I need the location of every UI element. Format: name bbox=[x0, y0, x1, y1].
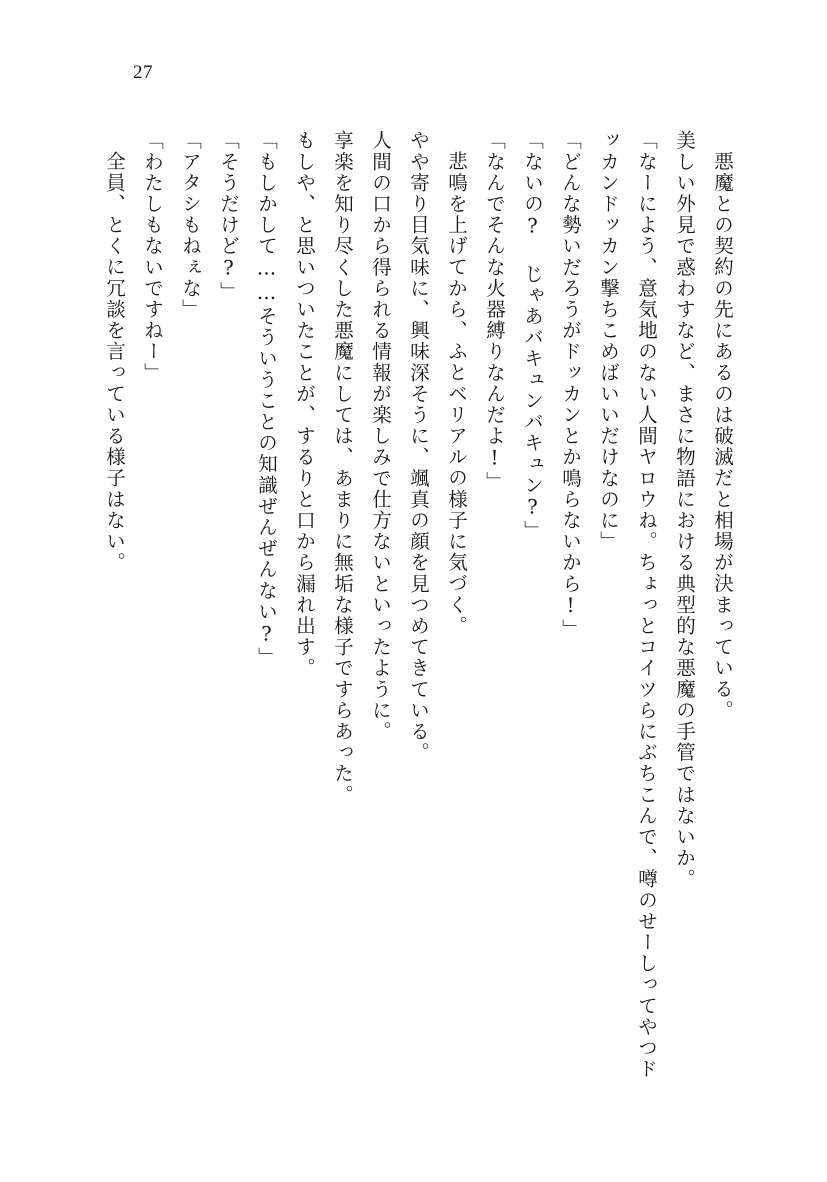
paragraph: 「なんでそんな火器縛りなんだよ!」 bbox=[483, 130, 506, 493]
paragraph: 「アタシもねぇな」 bbox=[179, 130, 202, 320]
paragraph: 悲鳴を上げてから、ふとベリアルの様子に気づく。 bbox=[445, 151, 468, 637]
page-body-text bbox=[95, 130, 741, 1100]
paragraph: 人間の口から得られる情報が楽しみで仕方ないといったように。 bbox=[369, 130, 392, 742]
paragraph: 「ないの? じゃあバキュンバキュン?」 bbox=[521, 130, 544, 542]
paragraph: 美しい外見で惑わすなど、まさに物語における典型的な悪魔の手管ではないか。 bbox=[673, 130, 696, 890]
paragraph: 「わたしもないですねー」 bbox=[141, 130, 164, 384]
paragraph: 「どんな勢いだろうがドッカンとか鳴らないから!」 bbox=[559, 130, 582, 640]
paragraph: 悪魔との契約の先にあるのは破滅だと相場が決まっている。 bbox=[711, 151, 734, 721]
paragraph: 「なーによう、意気地のない人間ヤロウね。ちょっとコイツらにぶちこんで、噂のせーしってやつドッカンドッカン撃ちこめばいいだけなのに」 bbox=[597, 130, 658, 1080]
paragraph: 享楽を知り尽くした悪魔にしては、あまりに無垢な様子ですらあった。 bbox=[331, 130, 354, 806]
paragraph: 全員、とくに冗談を言っている様子はない。 bbox=[103, 151, 126, 573]
page-number: 27 bbox=[133, 62, 153, 83]
paragraph: やや寄り目気味に、興味深そうに、颯真の顔を見つめてきている。 bbox=[407, 130, 430, 763]
paragraph: 「もしかして……そういうことの知識ぜんぜんない?」 bbox=[255, 130, 278, 668]
paragraph: 「そうだけど?」 bbox=[217, 130, 240, 303]
paragraph: もしや、と思いついたことが、するりと口から漏れ出す。 bbox=[293, 130, 316, 679]
